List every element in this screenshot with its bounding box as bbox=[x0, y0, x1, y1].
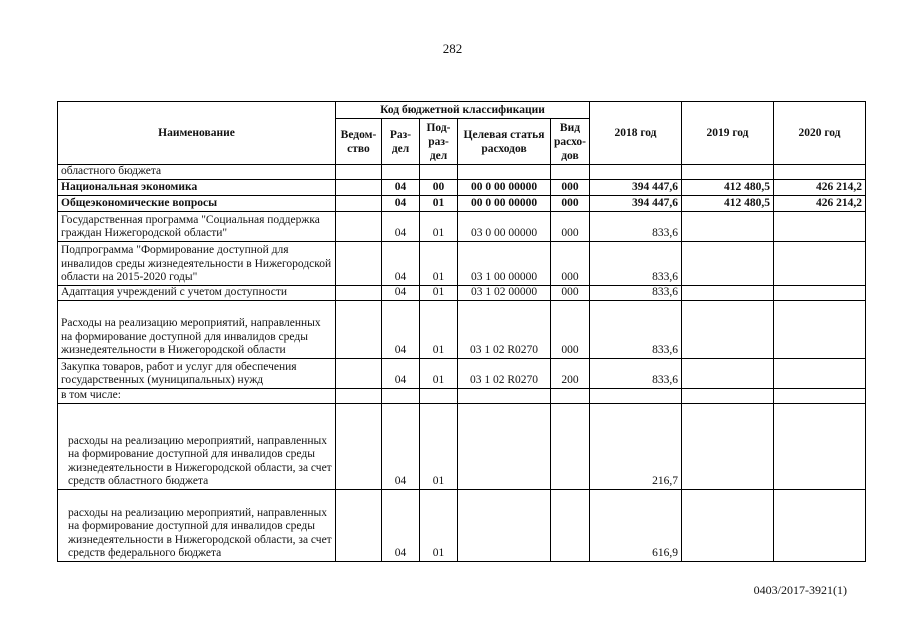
cell-2020: 426 214,2 bbox=[773, 179, 865, 195]
cell-razdel bbox=[382, 165, 420, 180]
cell-2019 bbox=[681, 241, 773, 285]
cell-2019 bbox=[681, 358, 773, 388]
cell-2020 bbox=[773, 388, 865, 403]
cell-razdel: 04 bbox=[382, 403, 420, 489]
header-name: Наименование bbox=[58, 102, 336, 165]
header-vid-rashodov: Вид расхо-дов bbox=[551, 119, 590, 165]
table-row bbox=[58, 358, 866, 388]
cell-podrazdel: 01 bbox=[420, 195, 458, 211]
header-budget-code: Код бюджетной классификации bbox=[336, 102, 590, 119]
cell-podrazdel: 01 bbox=[420, 211, 458, 241]
cell-podrazdel: 00 bbox=[420, 179, 458, 195]
cell-podrazdel bbox=[420, 388, 458, 403]
cell-vedomstvo bbox=[336, 241, 382, 285]
table-body bbox=[58, 165, 866, 562]
cell-vid-rashodov: 000 bbox=[551, 179, 590, 195]
cell-celevaya-statya: 00 0 00 00000 bbox=[458, 179, 551, 195]
cell-name: областного бюджета bbox=[58, 165, 336, 180]
cell-2020 bbox=[773, 358, 865, 388]
cell-podrazdel bbox=[420, 165, 458, 180]
cell-2018 bbox=[589, 165, 681, 180]
cell-2020 bbox=[773, 241, 865, 285]
header-2020: 2020 год bbox=[773, 102, 865, 165]
cell-name: Расходы на реализацию мероприятий, направленных на формирование доступной для инвалидов среды жизнедеятельности в Нижегородской области bbox=[58, 300, 336, 358]
cell-2019: 412 480,5 bbox=[681, 179, 773, 195]
cell-vid-rashodov bbox=[551, 165, 590, 180]
cell-vedomstvo bbox=[336, 285, 382, 300]
cell-name: Общеэкономические вопросы bbox=[58, 195, 336, 211]
table-row bbox=[58, 403, 866, 489]
cell-podrazdel: 01 bbox=[420, 285, 458, 300]
cell-2019 bbox=[681, 211, 773, 241]
cell-podrazdel: 01 bbox=[420, 358, 458, 388]
cell-2019 bbox=[681, 489, 773, 561]
cell-vid-rashodov: 000 bbox=[551, 285, 590, 300]
cell-name: Закупка товаров, работ и услуг для обеспечения государственных (муниципальных) нужд bbox=[58, 358, 336, 388]
cell-2019 bbox=[681, 388, 773, 403]
cell-razdel: 04 bbox=[382, 179, 420, 195]
table-row bbox=[58, 489, 866, 561]
cell-2018: 394 447,6 bbox=[589, 195, 681, 211]
table-row bbox=[58, 300, 866, 358]
cell-vedomstvo bbox=[336, 358, 382, 388]
cell-2020 bbox=[773, 285, 865, 300]
cell-2019: 412 480,5 bbox=[681, 195, 773, 211]
cell-vid-rashodov: 000 bbox=[551, 195, 590, 211]
table-row bbox=[58, 211, 866, 241]
cell-podrazdel: 01 bbox=[420, 403, 458, 489]
cell-podrazdel: 01 bbox=[420, 241, 458, 285]
cell-celevaya-statya bbox=[458, 489, 551, 561]
cell-celevaya-statya bbox=[458, 165, 551, 180]
cell-2018: 833,6 bbox=[589, 285, 681, 300]
cell-2020 bbox=[773, 403, 865, 489]
cell-2018: 616,9 bbox=[589, 489, 681, 561]
header-razdel: Раз-дел bbox=[382, 119, 420, 165]
cell-vid-rashodov: 000 bbox=[551, 241, 590, 285]
cell-vedomstvo bbox=[336, 403, 382, 489]
table-row bbox=[58, 179, 866, 195]
cell-2019 bbox=[681, 403, 773, 489]
header-2018: 2018 год bbox=[589, 102, 681, 165]
cell-razdel: 04 bbox=[382, 358, 420, 388]
table-row bbox=[58, 165, 866, 180]
cell-2018: 394 447,6 bbox=[589, 179, 681, 195]
cell-vedomstvo bbox=[336, 489, 382, 561]
cell-razdel: 04 bbox=[382, 285, 420, 300]
cell-name: расходы на реализацию мероприятий, направленных на формирование доступной для инвалидов среды жизнедеятельности в Нижегородской области, за счет средств областного бюджета bbox=[58, 403, 336, 489]
table-row bbox=[58, 285, 866, 300]
cell-celevaya-statya bbox=[458, 403, 551, 489]
cell-razdel: 04 bbox=[382, 300, 420, 358]
cell-vid-rashodov bbox=[551, 388, 590, 403]
cell-2020 bbox=[773, 165, 865, 180]
cell-vid-rashodov: 000 bbox=[551, 211, 590, 241]
cell-2018: 833,6 bbox=[589, 211, 681, 241]
cell-name: в том числе: bbox=[58, 388, 336, 403]
cell-vedomstvo bbox=[336, 195, 382, 211]
cell-vid-rashodov bbox=[551, 403, 590, 489]
cell-2019 bbox=[681, 300, 773, 358]
cell-podrazdel: 01 bbox=[420, 300, 458, 358]
header-2019: 2019 год bbox=[681, 102, 773, 165]
cell-2020: 426 214,2 bbox=[773, 195, 865, 211]
cell-podrazdel: 01 bbox=[420, 489, 458, 561]
cell-razdel: 04 bbox=[382, 195, 420, 211]
cell-2019 bbox=[681, 165, 773, 180]
cell-celevaya-statya: 03 0 00 00000 bbox=[458, 211, 551, 241]
cell-name: Национальная экономика bbox=[58, 179, 336, 195]
cell-2019 bbox=[681, 285, 773, 300]
cell-vedomstvo bbox=[336, 165, 382, 180]
cell-2018: 216,7 bbox=[589, 403, 681, 489]
cell-2018 bbox=[589, 388, 681, 403]
cell-celevaya-statya bbox=[458, 388, 551, 403]
budget-table bbox=[57, 101, 866, 562]
header-vedomstvo: Ведом-ство bbox=[336, 119, 382, 165]
header-celevaya-statya: Целевая статья расходов bbox=[458, 119, 551, 165]
cell-2018: 833,6 bbox=[589, 300, 681, 358]
cell-2018: 833,6 bbox=[589, 358, 681, 388]
cell-celevaya-statya: 03 1 02 00000 bbox=[458, 285, 551, 300]
cell-2020 bbox=[773, 489, 865, 561]
cell-vedomstvo bbox=[336, 179, 382, 195]
table-row bbox=[58, 241, 866, 285]
cell-vid-rashodov: 000 bbox=[551, 300, 590, 358]
cell-razdel: 04 bbox=[382, 489, 420, 561]
cell-name: Государственная программа "Социальная поддержка граждан Нижегородской области" bbox=[58, 211, 336, 241]
cell-celevaya-statya: 03 1 02 R0270 bbox=[458, 300, 551, 358]
cell-vedomstvo bbox=[336, 300, 382, 358]
cell-razdel bbox=[382, 388, 420, 403]
cell-razdel: 04 bbox=[382, 211, 420, 241]
cell-razdel: 04 bbox=[382, 241, 420, 285]
document-code: 0403/2017-3921(1) bbox=[753, 583, 847, 597]
cell-vedomstvo bbox=[336, 211, 382, 241]
cell-name: Подпрограмма "Формирование доступной для инвалидов среды жизнедеятельности в Нижегородской области на 2015-2020 годы" bbox=[58, 241, 336, 285]
cell-2020 bbox=[773, 300, 865, 358]
cell-2018: 833,6 bbox=[589, 241, 681, 285]
cell-2020 bbox=[773, 211, 865, 241]
cell-celevaya-statya: 03 1 00 00000 bbox=[458, 241, 551, 285]
cell-celevaya-statya: 00 0 00 00000 bbox=[458, 195, 551, 211]
cell-celevaya-statya: 03 1 02 R0270 bbox=[458, 358, 551, 388]
cell-vid-rashodov bbox=[551, 489, 590, 561]
cell-vid-rashodov: 200 bbox=[551, 358, 590, 388]
page-number: 282 bbox=[442, 41, 463, 56]
table-row bbox=[58, 195, 866, 211]
table-row bbox=[58, 388, 866, 403]
cell-vedomstvo bbox=[336, 388, 382, 403]
header-podrazdel: Под-раз-дел bbox=[420, 119, 458, 165]
cell-name: расходы на реализацию мероприятий, направленных на формирование доступной для инвалидов среды жизнедеятельности в Нижегородской области, за счет средств федерального бюджета bbox=[58, 489, 336, 561]
cell-name: Адаптация учреждений с учетом доступности bbox=[58, 285, 336, 300]
